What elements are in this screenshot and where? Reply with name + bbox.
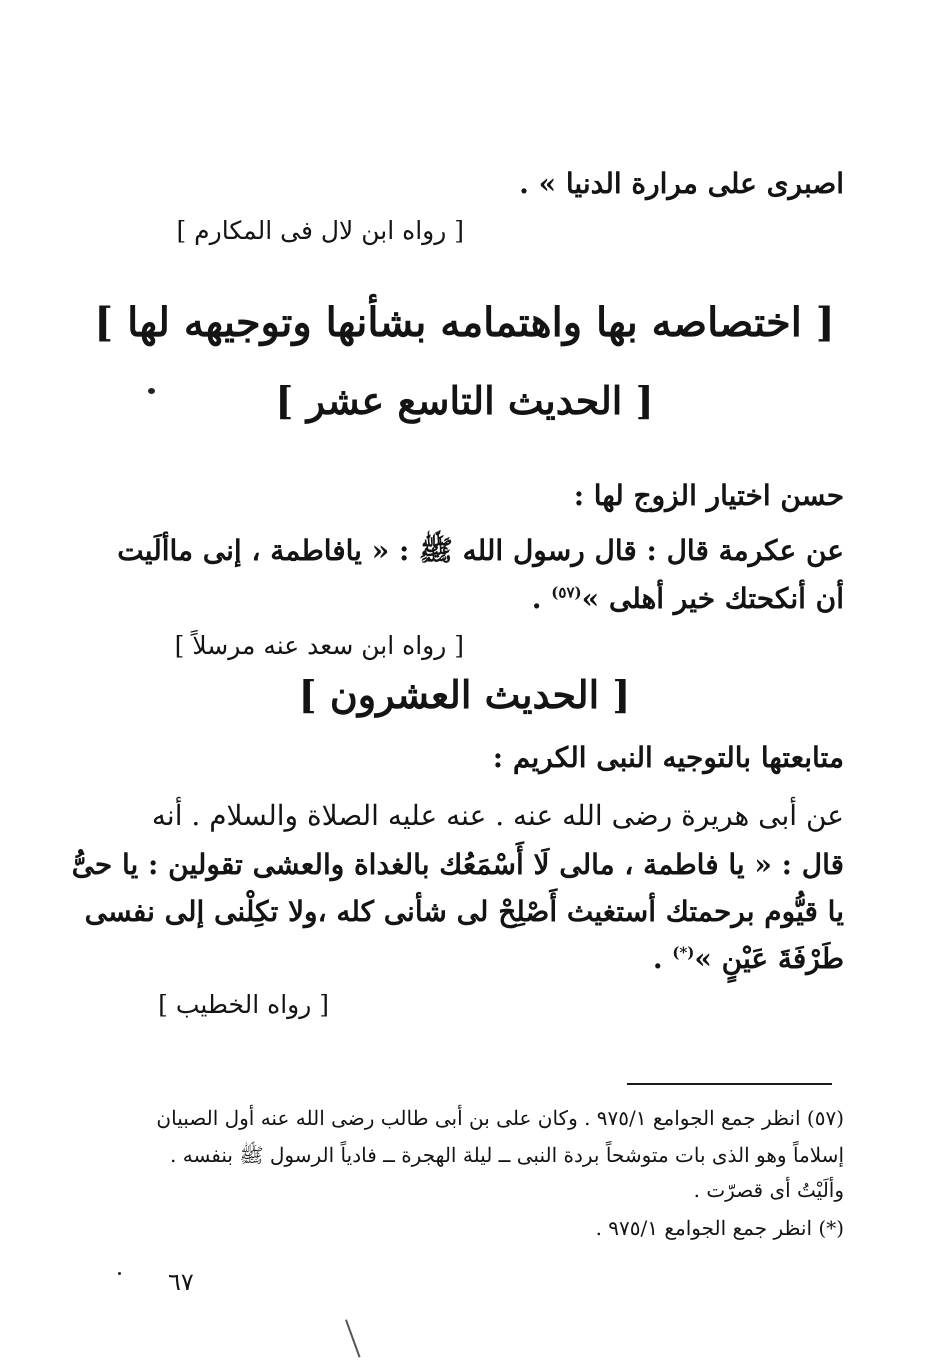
paragraph-2-line-3: يا قيُّوم برحمتك أستغيث أَصْلِحْ لى شأنى كله ،ولا تكِلْنى إلى نفسى xyxy=(84,895,844,928)
paragraph-1-quote-end: أن أنكحتك خير أهلى » xyxy=(581,582,844,615)
subheading-choice-of-husband: حسن اختيار الزوج لها : xyxy=(573,479,844,512)
footnote-marker-57: (٥٧) xyxy=(551,583,582,602)
paragraph-2-quote-end: طَرْفَةَ عَيْنٍ » xyxy=(694,942,844,975)
paragraph-1-period: . xyxy=(531,582,552,615)
footnote-star: (*) انظر جمع الجوامع ٩٧٥/١ . xyxy=(595,1216,844,1240)
citation-al-khatib: [ رواه الخطيب ] xyxy=(158,990,329,1019)
footnote-57-line-2: إسلاماً وهو الذى بات متوشحاً بردة النبى ــ ليلة الهجرة ــ فادياً الرسول ﷺ بنفسه . xyxy=(170,1143,844,1167)
citation-ibn-saad: [ رواه ابن سعد عنه مرسلاً ] xyxy=(174,631,464,660)
footnote-marker-star: (*) xyxy=(672,943,695,962)
paragraph-2-line-2: قال : « يا فاطمة ، مالى لَا أَسْمَعُك بالغداة والعشى تقولين : يا حىُّ xyxy=(71,848,844,881)
paragraph-2-line-1: عن أبى هريرة رضى الله عنه . عنه عليه الصلاة والسلام . أنه xyxy=(151,799,844,832)
paragraph-2-period: . xyxy=(652,942,673,975)
paragraph-1-line-2 xyxy=(531,582,844,615)
subheading-prophetic-guidance: متابعتها بالتوجيه النبى الكريم : xyxy=(492,741,844,774)
hadith-19-heading: [ الحديث التاسع عشر ] xyxy=(275,378,654,423)
section-heading: [ اختصاصه بها واهتمامه بشأنها وتوجيهه لها ] xyxy=(94,299,835,346)
citation-ibn-lal: [ رواه ابن لال فى المكارم ] xyxy=(176,216,464,245)
ink-speck xyxy=(148,388,155,394)
footnote-separator xyxy=(627,1083,832,1085)
footnote-57-line-1: (٥٧) انظر جمع الجوامع ٩٧٥/١ . وكان على بن أبى طالب رضى الله عنه أول الصبيان xyxy=(156,1106,844,1130)
page-number: ٦٧ xyxy=(168,1268,194,1296)
paragraph-1-line-1: عن عكرمة قال : قال رسول الله ﷺ : « يافاطمة ، إنى ماألَيت xyxy=(117,534,844,567)
paragraph-2-line-4 xyxy=(652,942,844,975)
ink-speck xyxy=(118,1272,121,1275)
text-line-1: اصبرى على مرارة الدنيا » . xyxy=(519,167,844,200)
footnote-57-line-3: وألَيْتُ أى قصرّت . xyxy=(693,1178,844,1202)
hadith-20-heading: [ الحديث العشرون ] xyxy=(298,672,631,717)
scan-mark xyxy=(345,1319,361,1357)
